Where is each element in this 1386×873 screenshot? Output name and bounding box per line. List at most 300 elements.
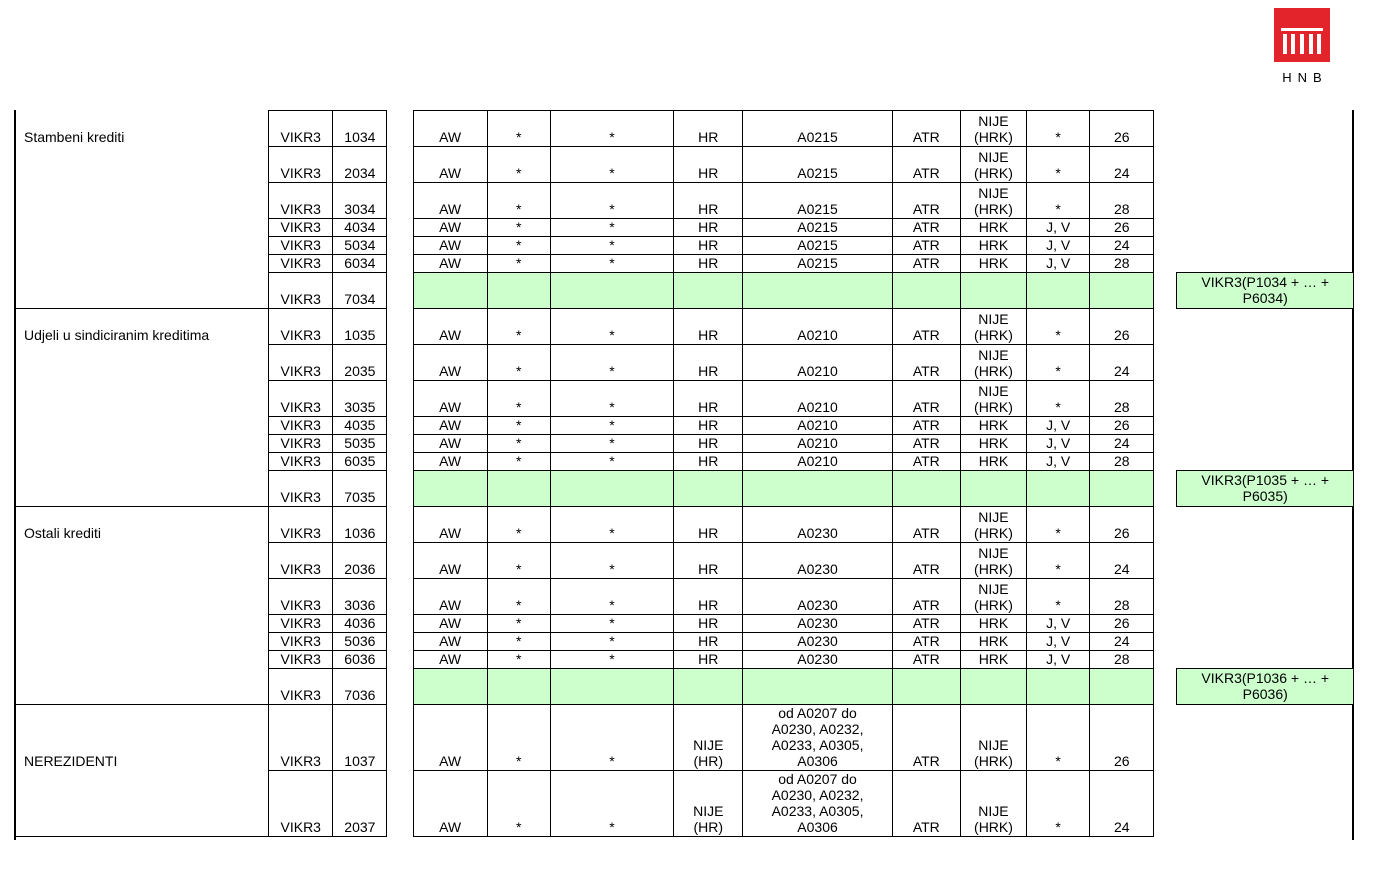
cell-text: AW <box>439 597 462 613</box>
value-cell-c8 <box>1027 147 1090 183</box>
value-cell-c1 <box>413 219 487 237</box>
cell-text: ATR <box>912 219 940 235</box>
gap-cell <box>1154 633 1177 651</box>
cell-text: * <box>516 633 522 649</box>
cell-text: HR <box>698 237 719 253</box>
value-cell-c3 <box>550 771 673 837</box>
cell-text: * <box>516 327 522 343</box>
cell-text: * <box>1055 525 1061 541</box>
cell-text: ATR <box>912 399 940 415</box>
cell-text: HR <box>698 453 719 469</box>
formula-empty <box>1177 309 1354 345</box>
cell-text: ATR <box>912 633 940 649</box>
table-body <box>14 111 1354 837</box>
value-cell-c3 <box>550 417 673 435</box>
cell-text: AW <box>439 525 462 541</box>
cell-text: ATR <box>912 561 940 577</box>
cell-text: HRK <box>978 417 1009 433</box>
cell-text: A0210 <box>797 399 838 415</box>
cell-text: 26 <box>1114 327 1130 343</box>
cell-text: * <box>609 651 615 667</box>
cell-text: AW <box>439 237 462 253</box>
value-cell-c7 <box>960 237 1026 255</box>
formula-empty <box>1177 507 1354 543</box>
code-cell: 2034 <box>333 147 387 183</box>
cell-text: HR <box>698 219 719 235</box>
cell-text: 24 <box>1114 165 1130 181</box>
code-cell: 2035 <box>333 345 387 381</box>
formula-empty <box>1177 111 1354 147</box>
cell-text: J, V <box>1046 255 1071 271</box>
cell-text: * <box>609 597 615 613</box>
cell-text: * <box>516 201 522 217</box>
highlight-cell <box>960 669 1026 705</box>
value-cell-c2 <box>487 237 550 255</box>
cell-text: HRK <box>978 435 1009 451</box>
cell-text: 24 <box>1114 237 1130 253</box>
gap-cell <box>387 615 413 633</box>
value-cell-c5 <box>743 705 892 771</box>
gap-cell <box>387 345 413 381</box>
cell-text: * <box>609 219 615 235</box>
code-cell: 4034 <box>333 219 387 237</box>
highlight-cell <box>487 273 550 309</box>
value-cell-c8 <box>1027 615 1090 633</box>
code-cell: 7034 <box>333 273 387 309</box>
value-cell-c1 <box>413 183 487 219</box>
form-cell: VIKR3 <box>269 669 333 705</box>
form-cell: VIKR3 <box>269 345 333 381</box>
cell-text: 24 <box>1114 363 1130 379</box>
cell-text: * <box>1055 561 1061 577</box>
cell-text: * <box>516 165 522 181</box>
code-cell: 2037 <box>333 771 387 837</box>
form-cell: VIKR3 <box>269 381 333 417</box>
value-cell-c6 <box>892 651 960 669</box>
cell-text: A0215 <box>797 237 838 253</box>
cell-text: NIJE (HRK) <box>974 581 1013 613</box>
cell-text: * <box>609 363 615 379</box>
value-cell-c1 <box>413 633 487 651</box>
value-cell-c8 <box>1027 417 1090 435</box>
cell-text: NIJE (HRK) <box>974 311 1013 343</box>
value-cell-c6 <box>892 237 960 255</box>
value-cell-c2 <box>487 543 550 579</box>
code-cell: 3034 <box>333 183 387 219</box>
gap-cell <box>387 255 413 273</box>
form-cell: VIKR3 <box>269 771 333 837</box>
value-cell-c4 <box>674 615 743 633</box>
code-cell: 3036 <box>333 579 387 615</box>
cell-text: HRK <box>978 219 1009 235</box>
value-cell-c3 <box>550 255 673 273</box>
value-cell-c4 <box>674 219 743 237</box>
cell-text: ATR <box>912 819 940 835</box>
value-cell-c3 <box>550 453 673 471</box>
value-cell-c8 <box>1027 633 1090 651</box>
form-cell: VIKR3 <box>269 237 333 255</box>
cell-text: HR <box>698 129 719 145</box>
value-cell-c3 <box>550 147 673 183</box>
value-cell-c2 <box>487 507 550 543</box>
highlight-cell <box>1090 669 1154 705</box>
cell-text: HR <box>698 435 719 451</box>
cell-text: 28 <box>1114 255 1130 271</box>
value-cell-c2 <box>487 147 550 183</box>
value-cell-c4 <box>674 147 743 183</box>
cell-text: NIJE (HRK) <box>974 185 1013 217</box>
cell-text: 26 <box>1114 417 1130 433</box>
cell-text: HRK <box>978 453 1009 469</box>
cell-text: HR <box>698 525 719 541</box>
cell-text: AW <box>439 255 462 271</box>
cell-text: * <box>516 237 522 253</box>
highlight-cell <box>743 669 892 705</box>
value-cell-c5 <box>743 771 892 837</box>
value-cell-c4 <box>674 507 743 543</box>
gap-cell <box>387 417 413 435</box>
formula-empty <box>1177 147 1354 183</box>
cell-text: * <box>1055 597 1061 613</box>
gap-cell <box>1154 183 1177 219</box>
value-cell-c7 <box>960 579 1026 615</box>
value-cell-c4 <box>674 579 743 615</box>
value-cell-c6 <box>892 381 960 417</box>
value-cell-c5 <box>743 615 892 633</box>
table-row <box>14 309 1354 345</box>
value-cell-c9 <box>1090 771 1154 837</box>
cell-text: * <box>516 435 522 451</box>
code-cell: 4035 <box>333 417 387 435</box>
value-cell-c6 <box>892 417 960 435</box>
cell-text: 28 <box>1114 597 1130 613</box>
value-cell-c7 <box>960 771 1026 837</box>
cell-text: 26 <box>1114 129 1130 145</box>
value-cell-c8 <box>1027 579 1090 615</box>
value-cell-c1 <box>413 507 487 543</box>
value-cell-c5 <box>743 543 892 579</box>
cell-text: A0230 <box>797 525 838 541</box>
gap-cell <box>387 471 413 507</box>
value-cell-c1 <box>413 417 487 435</box>
value-cell-c1 <box>413 309 487 345</box>
value-cell-c3 <box>550 651 673 669</box>
cell-text: NIJE (HR) <box>693 737 724 769</box>
cell-text: ATR <box>912 201 940 217</box>
cell-text: A0215 <box>797 255 838 271</box>
cell-text: J, V <box>1046 633 1071 649</box>
highlight-cell <box>674 471 743 507</box>
highlight-cell <box>487 669 550 705</box>
value-cell-c9 <box>1090 435 1154 453</box>
formula-cell <box>1177 471 1354 507</box>
cell-text: HR <box>698 417 719 433</box>
highlight-cell <box>413 273 487 309</box>
cell-text: * <box>609 615 615 631</box>
value-cell-c6 <box>892 309 960 345</box>
value-cell-c1 <box>413 579 487 615</box>
value-cell-c7 <box>960 507 1026 543</box>
gap-cell <box>1154 435 1177 453</box>
gap-cell <box>1154 345 1177 381</box>
gap-cell <box>387 705 413 771</box>
value-cell-c9 <box>1090 345 1154 381</box>
gap-cell <box>387 273 413 309</box>
value-cell-c5 <box>743 183 892 219</box>
value-cell-c8 <box>1027 507 1090 543</box>
highlight-cell <box>413 471 487 507</box>
value-cell-c2 <box>487 771 550 837</box>
value-cell-c7 <box>960 111 1026 147</box>
value-cell-c6 <box>892 255 960 273</box>
value-cell-c2 <box>487 651 550 669</box>
gap-cell <box>387 381 413 417</box>
form-cell: VIKR3 <box>269 453 333 471</box>
form-cell: VIKR3 <box>269 273 333 309</box>
cell-text: * <box>516 417 522 433</box>
form-cell: VIKR3 <box>269 651 333 669</box>
gap-cell <box>1154 771 1177 837</box>
value-cell-c2 <box>487 579 550 615</box>
value-cell-c7 <box>960 543 1026 579</box>
highlight-cell <box>743 273 892 309</box>
cell-text: NIJE (HRK) <box>974 803 1013 835</box>
cell-text: * <box>516 753 522 769</box>
cell-text: 24 <box>1114 435 1130 451</box>
value-cell-c5 <box>743 255 892 273</box>
gap-cell <box>1154 579 1177 615</box>
cell-text: * <box>609 453 615 469</box>
cell-text: 28 <box>1114 399 1130 415</box>
gap-cell <box>1154 507 1177 543</box>
form-cell: VIKR3 <box>269 543 333 579</box>
value-cell-c8 <box>1027 219 1090 237</box>
cell-text: HRK <box>978 633 1009 649</box>
value-cell-c7 <box>960 453 1026 471</box>
gap-cell <box>1154 219 1177 237</box>
highlight-cell <box>960 273 1026 309</box>
value-cell-c4 <box>674 237 743 255</box>
highlight-cell <box>892 273 960 309</box>
formula-cell <box>1177 669 1354 705</box>
value-cell-c7 <box>960 651 1026 669</box>
value-cell-c8 <box>1027 111 1090 147</box>
value-cell-c7 <box>960 147 1026 183</box>
cell-text: 28 <box>1114 201 1130 217</box>
formula-empty <box>1177 771 1354 837</box>
cell-text: ATR <box>912 129 940 145</box>
gap-cell <box>1154 543 1177 579</box>
cell-text: * <box>1055 399 1061 415</box>
cell-text: NIJE (HRK) <box>974 113 1013 145</box>
value-cell-c6 <box>892 111 960 147</box>
cell-text: NIJE (HRK) <box>974 149 1013 181</box>
value-cell-c3 <box>550 111 673 147</box>
value-cell-c8 <box>1027 309 1090 345</box>
cell-text: AW <box>439 615 462 631</box>
cell-text: J, V <box>1046 651 1071 667</box>
gap-cell <box>387 579 413 615</box>
highlight-cell <box>1027 273 1090 309</box>
cell-text: ATR <box>912 525 940 541</box>
formula-empty <box>1177 615 1354 633</box>
cell-text: * <box>516 615 522 631</box>
gap-cell <box>1154 255 1177 273</box>
value-cell-c8 <box>1027 543 1090 579</box>
value-cell-c7 <box>960 345 1026 381</box>
cell-text: ATR <box>912 255 940 271</box>
value-cell-c9 <box>1090 579 1154 615</box>
cell-text: 26 <box>1114 219 1130 235</box>
section-label: Udjeli u sindiciranim kreditima <box>24 327 210 343</box>
value-cell-c9 <box>1090 615 1154 633</box>
value-cell-c5 <box>743 345 892 381</box>
code-cell: 5035 <box>333 435 387 453</box>
cell-text: * <box>609 417 615 433</box>
value-cell-c4 <box>674 771 743 837</box>
gap-cell <box>387 651 413 669</box>
value-cell-c3 <box>550 435 673 453</box>
value-cell-c4 <box>674 417 743 435</box>
gap-cell <box>1154 381 1177 417</box>
gap-cell <box>1154 147 1177 183</box>
cell-text: A0215 <box>797 201 838 217</box>
code-cell: 1035 <box>333 309 387 345</box>
value-cell-c6 <box>892 579 960 615</box>
cell-text: AW <box>439 819 462 835</box>
cell-text: 24 <box>1114 819 1130 835</box>
gap-cell <box>387 507 413 543</box>
value-cell-c8 <box>1027 183 1090 219</box>
cell-text: AW <box>439 327 462 343</box>
value-cell-c6 <box>892 705 960 771</box>
highlight-cell <box>413 669 487 705</box>
form-cell: VIKR3 <box>269 705 333 771</box>
logo-text: HNB <box>1282 70 1328 85</box>
value-cell-c4 <box>674 705 743 771</box>
cell-text: * <box>609 435 615 451</box>
gap-cell <box>1154 651 1177 669</box>
value-cell-c6 <box>892 435 960 453</box>
form-cell: VIKR3 <box>269 579 333 615</box>
cell-text: od A0207 do A0230, A0232, A0233, A0305, A0306 <box>771 705 864 769</box>
gap-cell <box>387 219 413 237</box>
value-cell-c7 <box>960 381 1026 417</box>
cell-text: HR <box>698 561 719 577</box>
cell-text: * <box>609 165 615 181</box>
cell-text: * <box>516 129 522 145</box>
code-cell: 1037 <box>333 705 387 771</box>
value-cell-c2 <box>487 183 550 219</box>
gap-cell <box>1154 705 1177 771</box>
cell-text: AW <box>439 165 462 181</box>
value-cell-c9 <box>1090 309 1154 345</box>
code-cell: 1034 <box>333 111 387 147</box>
cell-text: ATR <box>912 651 940 667</box>
value-cell-c7 <box>960 705 1026 771</box>
cell-text: * <box>609 237 615 253</box>
formula-empty <box>1177 705 1354 771</box>
cell-text: od A0207 do A0230, A0232, A0233, A0305, A0306 <box>771 771 864 835</box>
cell-text: HRK <box>978 651 1009 667</box>
gap-cell <box>1154 309 1177 345</box>
form-cell: VIKR3 <box>269 615 333 633</box>
formula-empty <box>1177 183 1354 219</box>
highlight-cell <box>550 273 673 309</box>
value-cell-c1 <box>413 435 487 453</box>
value-cell-c6 <box>892 507 960 543</box>
cell-text: * <box>609 525 615 541</box>
value-cell-c3 <box>550 633 673 651</box>
value-cell-c9 <box>1090 381 1154 417</box>
cell-text: NIJE (HRK) <box>974 545 1013 577</box>
gap-cell <box>387 633 413 651</box>
cell-text: HR <box>698 399 719 415</box>
gap-cell <box>1154 471 1177 507</box>
cell-text: ATR <box>912 435 940 451</box>
cell-text: HR <box>698 597 719 613</box>
gap-cell <box>1154 237 1177 255</box>
section-label: Ostali krediti <box>24 525 102 541</box>
value-cell-c9 <box>1090 183 1154 219</box>
formula-empty <box>1177 543 1354 579</box>
value-cell-c9 <box>1090 111 1154 147</box>
formula-empty <box>1177 381 1354 417</box>
cell-text: AW <box>439 219 462 235</box>
cell-text: J, V <box>1046 453 1071 469</box>
cell-text: HRK <box>978 255 1009 271</box>
highlight-cell <box>1090 471 1154 507</box>
gap-cell <box>387 309 413 345</box>
cell-text: NIJE (HRK) <box>974 347 1013 379</box>
value-cell-c1 <box>413 255 487 273</box>
cell-text: HRK <box>978 615 1009 631</box>
table-row <box>14 705 1354 771</box>
value-cell-c1 <box>413 651 487 669</box>
gap-cell <box>387 771 413 837</box>
value-cell-c1 <box>413 543 487 579</box>
form-cell: VIKR3 <box>269 309 333 345</box>
gap-cell <box>1154 417 1177 435</box>
code-cell: 2036 <box>333 543 387 579</box>
value-cell-c9 <box>1090 147 1154 183</box>
value-cell-c4 <box>674 453 743 471</box>
cell-text: * <box>609 633 615 649</box>
cell-text: ATR <box>912 597 940 613</box>
cell-text: NIJE (HRK) <box>974 737 1013 769</box>
table-row <box>14 111 1354 147</box>
value-cell-c1 <box>413 771 487 837</box>
cell-text: * <box>609 327 615 343</box>
cell-text: 26 <box>1114 753 1130 769</box>
form-cell: VIKR3 <box>269 219 333 237</box>
value-cell-c5 <box>743 309 892 345</box>
value-cell-c3 <box>550 705 673 771</box>
cell-text: * <box>516 399 522 415</box>
value-cell-c9 <box>1090 633 1154 651</box>
value-cell-c5 <box>743 147 892 183</box>
value-cell-c7 <box>960 309 1026 345</box>
formula-text: VIKR3(P1034 + … + P6034) <box>1201 274 1330 306</box>
value-cell-c8 <box>1027 705 1090 771</box>
cell-text: * <box>609 399 615 415</box>
cell-text: * <box>609 819 615 835</box>
value-cell-c3 <box>550 219 673 237</box>
form-cell: VIKR3 <box>269 255 333 273</box>
formula-empty <box>1177 651 1354 669</box>
cell-text: A0230 <box>797 561 838 577</box>
cell-text: * <box>1055 201 1061 217</box>
